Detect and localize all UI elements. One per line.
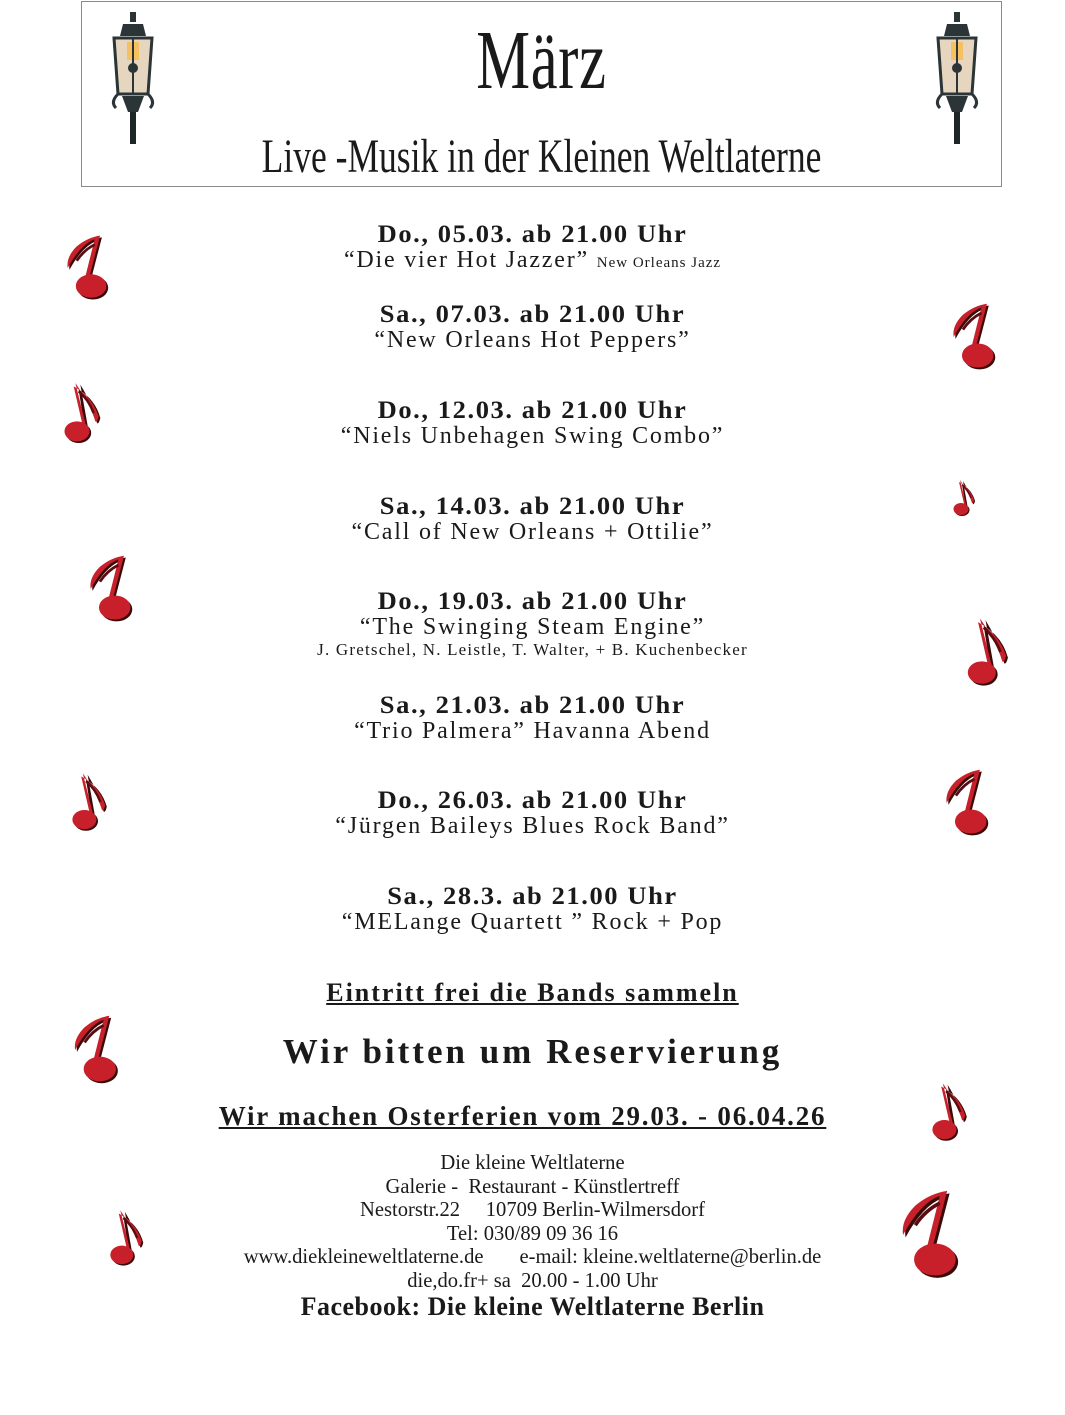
event-date: Do., 05.03. ab 21.00 Uhr [377, 221, 688, 248]
event-title: “Jürgen Baileys Blues Rock Band” [335, 813, 730, 839]
event-date: Do., 26.03. ab 21.00 Uhr [377, 787, 688, 814]
opening-hours: die,do.fr+ sa 20.00 - 1.00 Uhr [407, 1267, 658, 1292]
venue-phone: Tel: 030/89 09 36 16 [446, 1220, 619, 1245]
music-note-icon [945, 300, 1003, 374]
event-date: Sa., 28.3. ab 21.00 Uhr [387, 883, 678, 910]
venue-name: Die kleine Weltlaterne [440, 1150, 625, 1174]
event-title-text: “Die vier Hot Jazzer” [343, 247, 589, 273]
street-lantern-icon [98, 10, 168, 145]
event-item [0, 398, 1065, 449]
event-title: “The Swinging Steam Engine” [359, 614, 706, 640]
holiday-notice: Wir machen Osterferien vom 29.03. - 06.04.26 [218, 1101, 827, 1131]
event-item [0, 222, 1065, 276]
music-note-icon [82, 552, 140, 626]
event-item [0, 589, 1065, 660]
music-note-icon [930, 1076, 978, 1148]
event-item [0, 693, 1065, 744]
event-item [0, 302, 1065, 353]
event-date: Sa., 14.03. ab 21.00 Uhr [379, 493, 686, 520]
event-title: “New Orleans Hot Peppers” [374, 327, 691, 353]
event-date: Do., 12.03. ab 21.00 Uhr [377, 397, 688, 424]
event-members: J. Gretschel, N. Leistle, T. Walter, + B. Kuchenbecker [317, 640, 748, 659]
venue-type: Galerie - Restaurant - Künstlertreff [385, 1173, 680, 1198]
event-date: Sa., 21.03. ab 21.00 Uhr [379, 692, 686, 719]
admission-notice: Eintritt frei die Bands sammeln [326, 978, 739, 1007]
music-note-icon [938, 766, 996, 840]
music-note-icon [946, 478, 988, 518]
street-lantern-icon [922, 10, 992, 145]
facebook-link[interactable]: Facebook: Die kleine Weltlaterne Berlin [300, 1292, 765, 1321]
event-date: Do., 19.03. ab 21.00 Uhr [377, 588, 688, 615]
venue-address: Nestorstr.22 10709 Berlin-Wilmersdorf [360, 1197, 705, 1221]
event-item [0, 788, 1065, 839]
venue-web-email[interactable]: www.diekleineweltlaterne.de e-mail: kleine.weltlaterne@berlin.de [243, 1244, 822, 1268]
music-note-icon [70, 766, 118, 838]
event-item [0, 884, 1065, 935]
event-title: “MELange Quartett ” Rock + Pop [341, 909, 724, 935]
event-genre: New Orleans Jazz [596, 255, 722, 271]
music-note-icon [965, 608, 1021, 696]
reservation-notice: Wir bitten um Reservierung [282, 1032, 783, 1071]
music-note-icon [62, 377, 112, 449]
music-note-icon [108, 1202, 154, 1274]
event-title: “Trio Palmera” Havanna Abend [354, 718, 711, 744]
music-note-icon [60, 232, 115, 304]
event-title [0, 248, 1065, 276]
month-title: März [476, 14, 607, 107]
event-item [0, 494, 1065, 545]
event-date: Sa., 07.03. ab 21.00 Uhr [379, 301, 686, 328]
music-note-icon [892, 1186, 968, 1284]
page-subtitle: Live -Musik in der Kleinen Weltlaterne [261, 130, 822, 183]
event-title: “Niels Unbehagen Swing Combo” [340, 423, 725, 449]
music-note-icon [66, 1012, 126, 1088]
header-banner [81, 1, 1002, 187]
event-title: “Call of New Orleans + Ottilie” [351, 519, 714, 545]
